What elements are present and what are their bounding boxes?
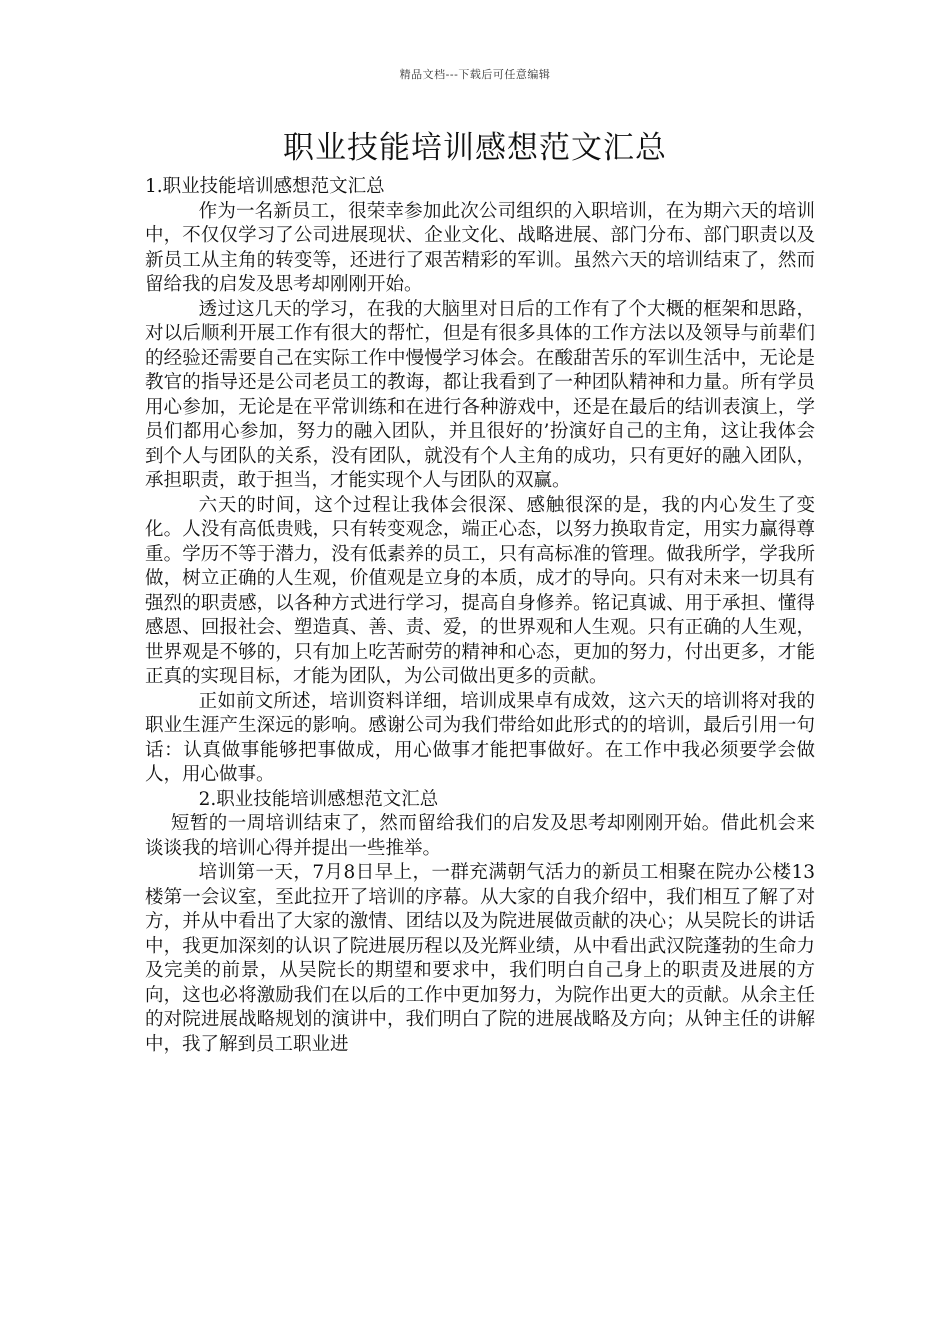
paragraph: 短暂的一周培训结束了，然而留给我们的启发及思考却刚刚开始。借此机会来谈谈我的培训心得并提出一些推举。	[145, 813, 815, 859]
section-2-heading: 2.职业技能培训感想范文汇总	[198, 788, 439, 810]
paragraph: 六天的时间，这个过程让我体会很深、感触很深的是，我的内心发生了变化。人没有高低贵贱，只有转变观念，端正心态，以努力换取肯定，用实力赢得尊重。学历不等于潜力，没有低素养的员工，只有高标准的管理。做我所学，学我所做，树立正确的人生观，价值观是立身的本质，成才的导向。只有对未来一切具有强烈的职责感，以各种方式进行学习，提高自身修养。铭记真诚、用于承担、懂得感恩、回报社会、塑造真、善、责、爱，的世界观和人生观。只有正确的人生观，世界观是不够的，只有加上吃苦耐劳的精神和心态，更加的努力，付出更多，才能正真的实现目标，才能为团队，为公司做出更多的贡献。	[145, 494, 815, 687]
paragraph: 透过这几天的学习，在我的大脑里对日后的工作有了个大概的框架和思路，对以后顺利开展工作有很大的帮忙，但是有很多具体的工作方法以及领导与前辈们的经验还需要自己在实际工作中慢慢学习体会。在酸甜苦乐的军训生活中，无论是教官的指导还是公司老员工的教诲，都让我看到了一种团队精神和力量。所有学员用心参加，无论是在平常训练和在进行各种游戏中，还是在最后的结训表演上，学员们都用心参加，努力的融入团队，并且很好的’扮演好自己的主角，这让我体会到个人与团队的关系，没有团队，就没有个人主角的成功，只有更好的融入团队，承担职责，敢于担当，才能实现个人与团队的双赢。	[145, 298, 815, 491]
document-title: 职业技能培训感想范文汇总	[283, 130, 667, 166]
paragraph: 作为一名新员工，很荣幸参加此次公司组织的入职培训，在为期六天的培训中，不仅仅学习了公司进展现状、企业文化、战略进展、部门分布、部门职责以及新员工从主角的转变等，还进行了艰苦精彩的军训。虽然六天的培训结束了，然而留给我的启发及思考却刚刚开始。	[145, 200, 815, 295]
paragraph: 正如前文所述，培训资料详细，培训成果卓有成效，这六天的培训将对我的职业生涯产生深远的影响。感谢公司为我们带给如此形式的的培训，最后引用一句话：认真做事能够把事做成，用心做事才能把事做好。在工作中我必须要学会做人，用心做事。	[145, 690, 815, 785]
header-note: 精品文档---下载后可任意编辑	[399, 68, 551, 81]
section-1-heading: 1.职业技能培训感想范文汇总	[145, 176, 385, 197]
document-body	[145, 175, 815, 1057]
paragraph: 培训第一天，7月8日早上，一群充满朝气活力的新员工相聚在院办公楼13楼第一会议室，至此拉开了培训的序幕。从大家的自我介绍中，我们相互了解了对方，并从中看出了大家的激情、团结以及为院进展做贡献的决心；从吴院长的讲话中，我更加深刻的认识了院进展历程以及光辉业绩，从中看出武汉院蓬勃的生命力及完美的前景，从吴院长的期望和要求中，我们明白自己身上的职责及进展的方向，这也必将激励我们在以后的工作中更加努力，为院作出更大的贡献。从余主任的对院进展战略规划的演讲中，我们明白了院的进展战略及方向；从钟主任的讲解中，我了解到员工职业进	[145, 862, 815, 1055]
